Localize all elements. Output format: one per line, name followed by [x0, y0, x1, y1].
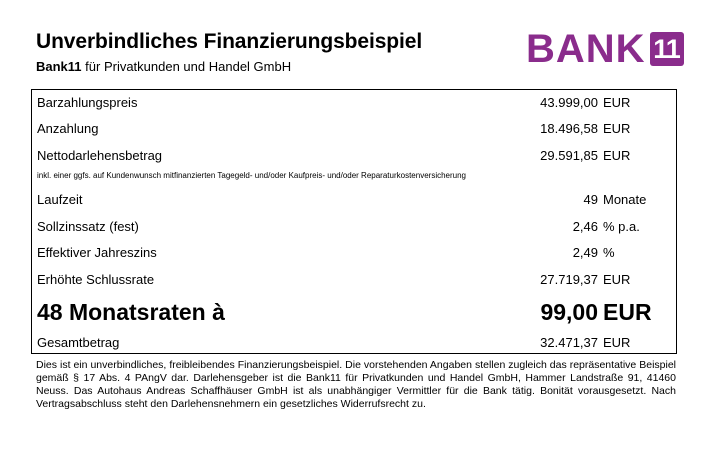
- row-unit: Monate: [603, 192, 647, 207]
- subtitle-rest: für Privatkunden und Handel GmbH: [81, 59, 292, 74]
- row-unit: EUR: [603, 335, 631, 350]
- row-nettodarlehensbetrag: [32, 147, 676, 165]
- row-effektiver-jahreszins: [32, 244, 676, 262]
- row-unit: % p.a.: [603, 219, 640, 234]
- monthly-unit: EUR: [603, 299, 652, 325]
- row-barzahlungspreis: [32, 94, 676, 112]
- monthly-label: 48 Monatsraten à: [37, 299, 225, 325]
- financing-table: [31, 89, 677, 354]
- row-gesamtbetrag: [32, 334, 676, 352]
- monthly-value: 99,00: [540, 299, 598, 325]
- row-unit: EUR: [603, 148, 631, 163]
- row-unit: EUR: [603, 95, 631, 110]
- page-title: Unverbindliches Finanzierungsbeispiel: [36, 30, 423, 53]
- row-label: Effektiver Jahreszins: [37, 245, 157, 260]
- row-value: 2,49: [572, 245, 598, 260]
- row-laufzeit: [32, 191, 676, 209]
- insurance-note: inkl. einer ggfs. auf Kundenwunsch mitfinanzierten Tagegeld- und/oder Kaufpreis- und/oder Reparaturkostenversicherung: [37, 171, 466, 180]
- row-monatsraten: [32, 298, 676, 326]
- row-schlussrate: [32, 271, 676, 289]
- row-unit: EUR: [603, 272, 631, 287]
- row-value: 2,46: [572, 219, 598, 234]
- subtitle-bank-name: Bank11: [36, 59, 82, 74]
- row-value: 18.496,58: [540, 121, 598, 136]
- row-label: Gesamtbetrag: [37, 335, 120, 350]
- row-unit: %: [603, 245, 615, 260]
- row-value: 32.471,37: [540, 335, 598, 350]
- row-label: Erhöhte Schlussrate: [37, 272, 155, 287]
- row-anzahlung: [32, 120, 676, 138]
- bank11-logo: [526, 27, 684, 71]
- row-label: Barzahlungspreis: [37, 95, 138, 110]
- logo-text: BANK: [526, 27, 646, 71]
- row-sollzinssatz: [32, 218, 676, 236]
- row-unit: EUR: [603, 121, 631, 136]
- row-value: 27.719,37: [540, 272, 598, 287]
- logo-number-box: 11: [650, 32, 684, 66]
- row-value: 43.999,00: [540, 95, 598, 110]
- row-label: Sollzinssatz (fest): [37, 219, 139, 234]
- row-value: 29.591,85: [540, 148, 598, 163]
- row-label: Anzahlung: [37, 121, 99, 136]
- legal-disclaimer: Dies ist ein unverbindliches, freibleibendes Finanzierungsbeispiel. Die vorstehenden Angaben stellen zugleich das repräsentative Beispiel gemäß § 17 Abs. 4 PAngV dar. Darlehensgeber ist die Bank11 für Privatkunden und Handel GmbH, Hammer Landstraße 91, 41460 Neuss. Das Autohaus Andreas Schaffhäuser GmbH ist als unabhängiger Vermittler für die Bank tätig. Bonität vorausgesetzt. Nach Vertragsabschluss steht den Darlehensnehmern ein gesetzliches Widerrufsrecht zu.: [36, 359, 676, 410]
- row-label: Nettodarlehensbetrag: [37, 148, 163, 163]
- page-subtitle: [36, 59, 291, 74]
- row-label: Laufzeit: [37, 192, 83, 207]
- row-value: 49: [583, 192, 598, 207]
